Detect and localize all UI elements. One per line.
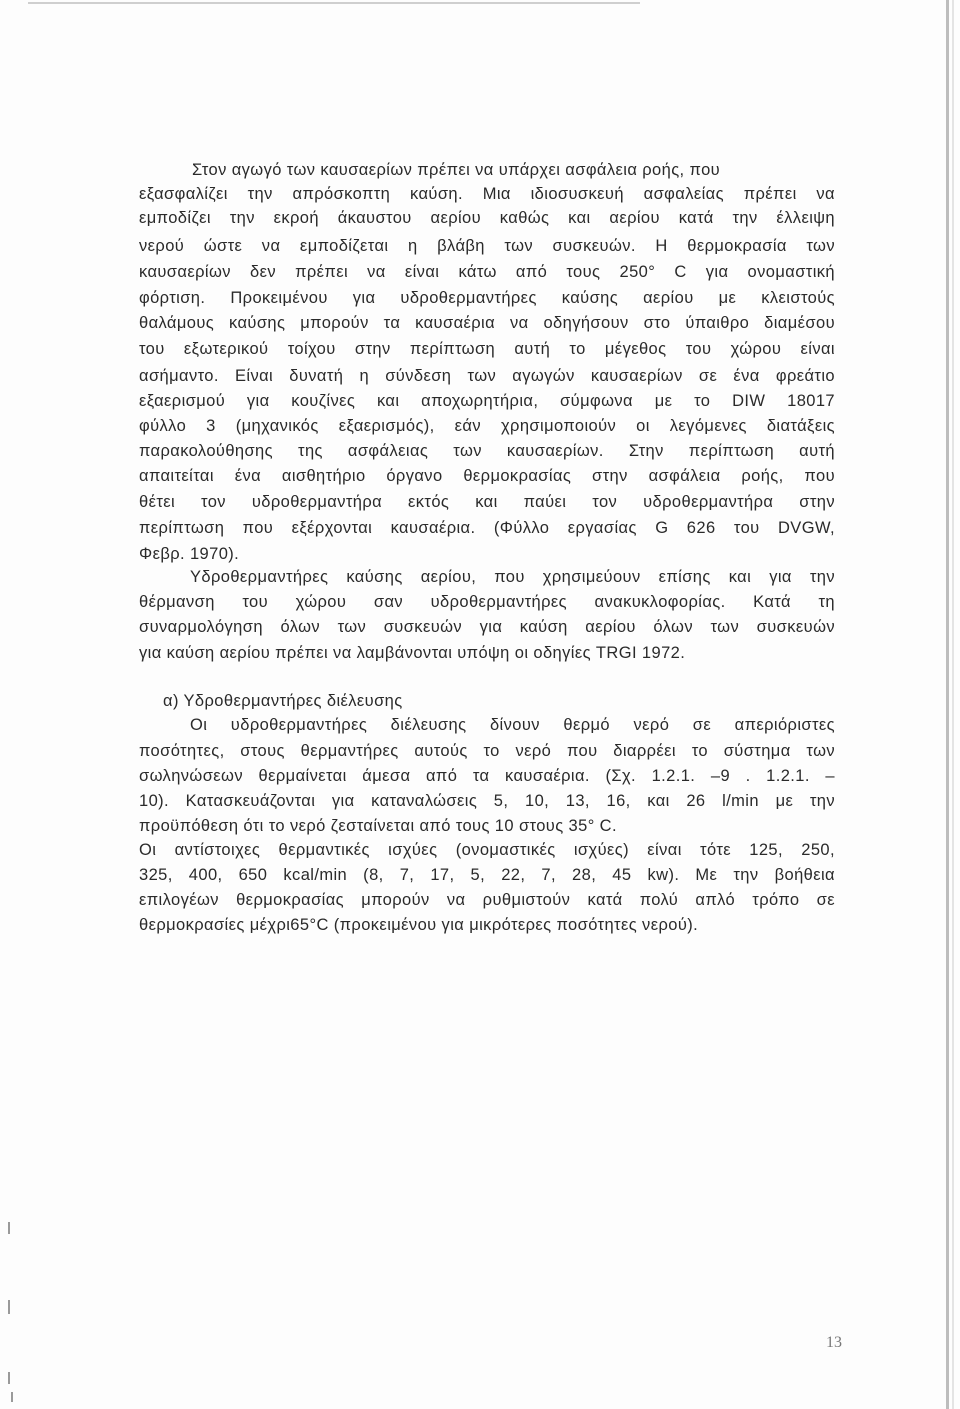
text-line: Υδροθερμαντήρες καύσης αερίου, που χρησιμεύουν επίσης και για την [190,568,835,586]
text-line: εξαερισμού για κουζίνες και αποχωρητήρια, σύμφωνα με το DIW 18017 [139,392,835,410]
text-line: θαλάμους καύσης μπορούν τα καυσαέρια να οδηγήσουν στο ύπαιθρο διαμέσου [139,314,835,332]
text-line: απαιτείται ένα αισθητήριο όργανο θερμοκρασίας στην ασφάλεια ροής, που [139,467,835,485]
text-line: εμποδίζει την εκροή άκαυστου αερίου καθώς και αερίου κατά την έλλειψη [139,209,835,227]
text-line: θέρμανση του χώρου σαν υδροθερμαντήρες ανακυκλοφορίας. Κατά τη [139,593,835,611]
scan-left-mark [11,1392,13,1402]
section-heading: α) Υδροθερμαντήρες διέλευσης [163,692,403,710]
text-line: 325, 400, 650 kcal/min (8, 7, 17, 5, 22, 7, 28, 45 kw). Με την βοήθεια [139,866,835,884]
text-line: 10). Κατασκευάζονται για καταναλώσεις 5, 10, 13, 16, και 26 l/min με την [139,792,835,810]
text-line: για καύση αερίου πρέπει να λαμβάνονται υπόψη οι οδηγίες TRGI 1972. [139,644,686,662]
text-line: προϋπόθεση ότι το νερό ζεσταίνεται από τους 10 στους 35° C. [139,817,617,835]
scan-right-border [946,0,949,1409]
scan-left-mark [8,1300,10,1314]
scan-left-mark [8,1222,10,1234]
text-line: ποσότητες, στους θερμαντήρες αυτούς το νερό που διαρρέει το σύστημα των [139,742,835,760]
text-line: παρακολούθησης της ασφάλειας των καυσαερίων. Στην περίπτωση αυτή [139,442,835,460]
scan-top-rule [28,2,640,4]
text-line: επιλογέων θερμοκρασίας μπορούν να ρυθμιστούν κατά πολύ απλό τρόπο σε [139,891,835,909]
text-line: θερμοκρασίες μέχρι65°C (προκειμένου για μικρότερες ποσότητες νερού). [139,916,699,934]
text-line: θέτει τον υδροθερμαντήρα εκτός και παύει τον υδροθερμαντήρα στην [139,493,835,511]
text-line: νερού ώστε να εμποδίζεται η βλάβη των συσκευών. Η θερμοκρασία των [139,237,835,255]
text-line: ασήμαντο. Είναι δυνατή η σύνδεση των αγωγών καυσαερίων σε ένα φρεάτιο [139,367,835,385]
text-line: εξασφαλίζει την απρόσκοπτη καύση. Μια ιδιοσυσκευή ασφαλείας πρέπει να [139,185,835,203]
scan-right-border-faint [952,0,954,1409]
text-line: Φεβρ. 1970). [139,545,240,563]
text-line: φόρτιση. Προκειμένου για υδροθερμαντήρες καύσης αερίου με κλειστούς [139,289,835,307]
text-line: περίπτωση που εξέρχονται καυσαέρια. (Φύλλο εργασίας G 626 του DVGW, [139,519,835,537]
text-line: φύλλο 3 (μηχανικός εξαερισμός), εάν χρησιμοποιούν οι λεγόμενες διατάξεις [139,417,835,435]
text-line: του εξωτερικού τοίχου στην περίπτωση αυτή το μέγεθος του χώρου είναι [139,340,835,358]
scan-left-mark [8,1372,10,1384]
text-line: Στον αγωγό των καυσαερίων πρέπει να υπάρχει ασφάλεια ροής, που [192,161,721,179]
text-line: Οι αντίστοιχες θερμαντικές ισχύες (ονομαστικές ισχύες) είναι τότε 125, 250, [139,841,835,859]
text-line: συναρμολόγηση όλων των συσκευών για καύση αερίου όλων των συσκευών [139,618,835,636]
page-number: 13 [826,1334,842,1351]
text-line: καυσαερίων δεν πρέπει να είναι κάτω από τους 250° C για ονομαστική [139,263,835,281]
text-line: σωληνώσεων θερμαίνεται άμεσα από τα καυσαέρια. (Σχ. 1.2.1. –9 . 1.2.1. – [139,767,835,785]
text-line: Οι υδροθερμαντήρες διέλευσης δίνουν θερμό νερό σε απεριόριστες [190,716,835,734]
